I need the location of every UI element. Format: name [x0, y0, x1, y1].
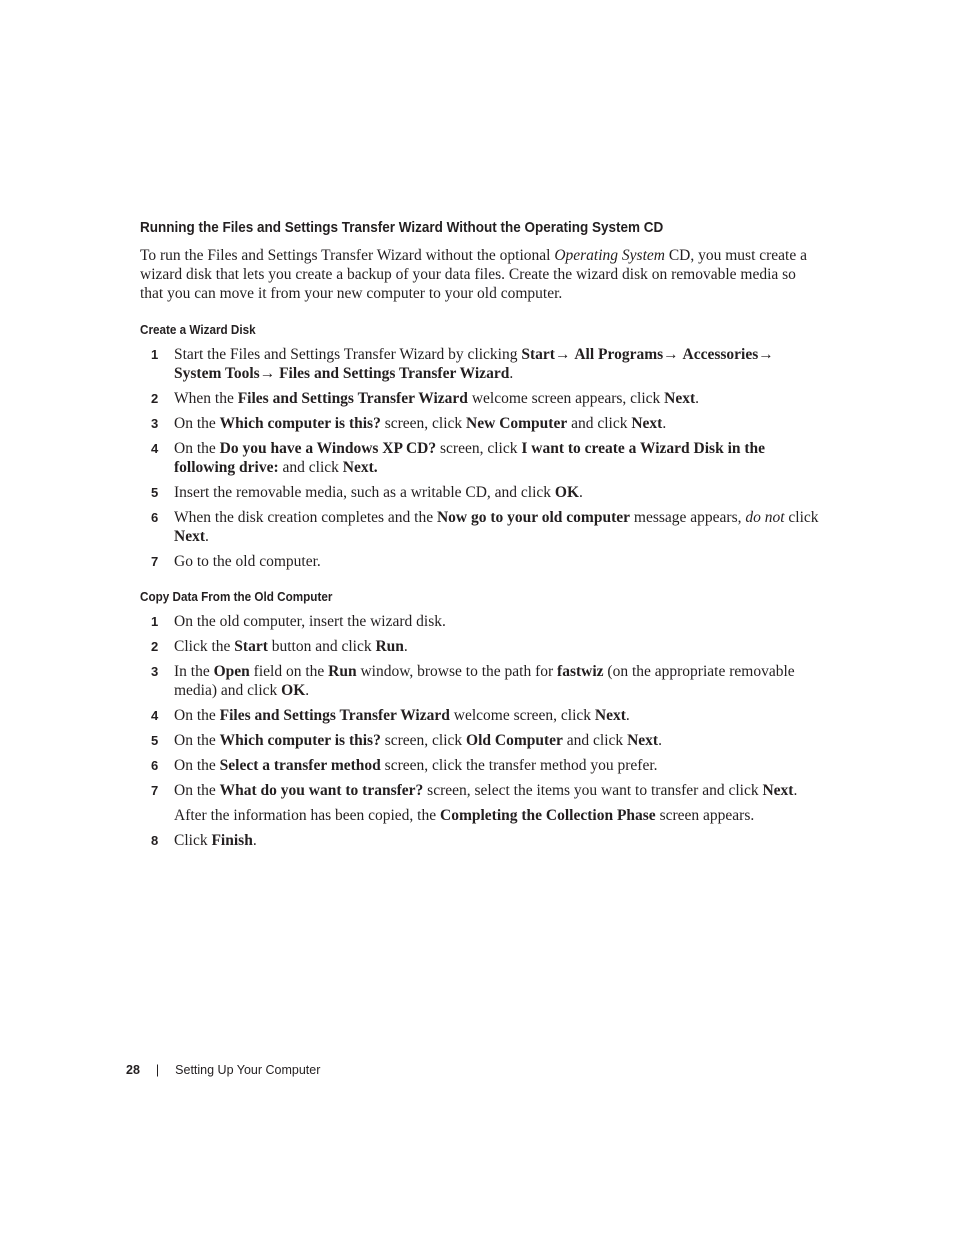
step-text: Click the Start button and click Run. [174, 638, 408, 655]
step-number: 2 [151, 639, 159, 654]
step-number: 6 [151, 758, 159, 773]
step-number: 1 [151, 347, 159, 362]
intro-paragraph [140, 246, 820, 303]
step-number: 3 [151, 416, 159, 431]
intro-text-part1: To run the Files and Settings Transfer Wizard without the optional [140, 247, 555, 264]
wizard-disk-step [140, 483, 820, 502]
wizard-disk-step [140, 552, 820, 571]
step-text: Go to the old computer. [174, 553, 321, 570]
wizard-disk-step [140, 414, 820, 433]
copy-data-step [140, 781, 820, 825]
wizard-disk-step [140, 508, 820, 546]
copy-data-step [140, 756, 820, 775]
step-text: On the Files and Settings Transfer Wizard welcome screen, click Next. [174, 707, 630, 724]
copy-data-step [140, 637, 820, 656]
step-number: 4 [151, 708, 159, 723]
copy-data-heading: Copy Data From the Old Computer [140, 589, 333, 604]
step-text: When the Files and Settings Transfer Wizard welcome screen appears, click Next. [174, 390, 700, 407]
copy-data-step [140, 662, 820, 700]
step-text: On the Select a transfer method screen, click the transfer method you prefer. [174, 757, 658, 774]
wizard-disk-step [140, 439, 820, 477]
wizard-disk-step [140, 345, 820, 383]
step-text: On the Do you have a Windows XP CD? screen, click I want to create a Wizard Disk in the following drive: and click Next. [174, 440, 766, 476]
step-number: 3 [151, 664, 159, 679]
step-text: On the What do you want to transfer? screen, select the items you want to transfer and click Next. [174, 782, 798, 799]
page-number: 28 [126, 1063, 140, 1077]
step-number: 7 [151, 783, 159, 798]
copy-data-step [140, 831, 820, 850]
step-text: Start the Files and Settings Transfer Wizard by clicking Start→ All Programs→ Accessories→ System Tools→ Files and Settings Transfer Wizard. [174, 346, 774, 382]
page-footer [126, 1062, 320, 1078]
intro-text-italic: Operating System [554, 247, 665, 264]
step-number: 8 [151, 833, 159, 848]
step-number: 5 [151, 733, 159, 748]
copy-data-step [140, 706, 820, 725]
copy-data-step [140, 612, 820, 631]
step-text: Click Finish. [174, 832, 257, 849]
section-title: Running the Files and Settings Transfer Wizard Without the Operating System CD [140, 219, 664, 236]
step-number: 7 [151, 554, 159, 569]
step-text: On the Which computer is this? screen, click Old Computer and click Next. [174, 732, 662, 749]
step-text: In the Open field on the Run window, browse to the path for fastwiz (on the appropriate removable media) and click OK. [174, 663, 795, 699]
step-text: On the Which computer is this? screen, click New Computer and click Next. [174, 415, 667, 432]
wizard-disk-step [140, 389, 820, 408]
intro-text-part2: CD, you must create a wizard disk that lets you create a backup of your data files. Create the wizard disk on removable media so that you can move it from your new computer to your old computer. [140, 247, 807, 302]
copy-data-steps [140, 612, 820, 856]
step-note: After the information has been copied, the Completing the Collection Phase screen appears. [174, 807, 755, 824]
footer-separator: | [155, 1063, 160, 1077]
wizard-disk-heading: Create a Wizard Disk [140, 322, 256, 337]
step-number: 6 [151, 510, 159, 525]
step-text: When the disk creation completes and the Now go to your old computer message appears, do not click Next. [174, 509, 819, 545]
step-text: Insert the removable media, such as a writable CD, and click OK. [174, 484, 583, 501]
copy-data-step [140, 731, 820, 750]
wizard-disk-steps [140, 345, 820, 577]
footer-chapter-title: Setting Up Your Computer [175, 1063, 321, 1077]
step-number: 2 [151, 391, 159, 406]
step-text: On the old computer, insert the wizard disk. [174, 613, 446, 630]
step-number: 1 [151, 614, 159, 629]
step-number: 4 [151, 441, 159, 456]
step-number: 5 [151, 485, 159, 500]
